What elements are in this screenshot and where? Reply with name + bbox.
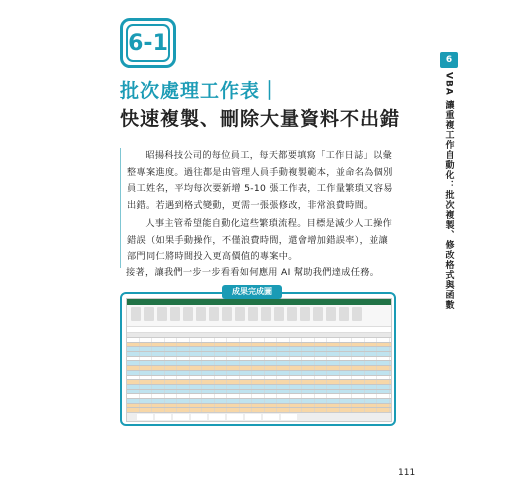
chapter-tab: 6 [440,52,458,68]
excel-screenshot [126,298,392,422]
excel-ribbon [127,305,391,327]
page-number: 111 [398,468,416,478]
body-text [120,148,395,268]
excel-sheet-tabs [127,412,391,421]
lead-sentence: 接著，讓我們一步一步看看如何應用 AI 幫助我們達成任務。 [126,267,380,278]
section-title: 批次處理工作表｜ [120,80,281,102]
excel-grid [127,338,391,422]
chapter-badge [120,18,176,68]
section-subtitle: 快速複製、刪除大量資料不出錯 [120,108,401,130]
figure-label: 成果完成圖 [222,285,282,299]
chapter-badge-text: 6-1 [128,30,168,56]
chapter-sidebar [440,52,458,310]
running-head: VBA 讓重複工作自動化：批次複製、修改格式與函數 [443,72,454,310]
paragraph-1: 昭揚科技公司的每位員工，每天都要填寫「工作日誌」以彙整專案進度。過往都是由管理人員手動複製範本，並命名為個別員工姓名，平均每次要新增 5-10 張工作表，工作量繁瑣又容易出錯。若遇到格式變動，更需一張張修改，非常浪費時間。 [127,150,393,211]
paragraph-2: 人事主管希望能自動化這些繁瑣流程。目標是減少人工操作錯誤（如果手動操作，不僅浪費時間，還會增加錯誤率），並讓部門同仁將時間投入更高價值的專案中。 [127,218,393,262]
